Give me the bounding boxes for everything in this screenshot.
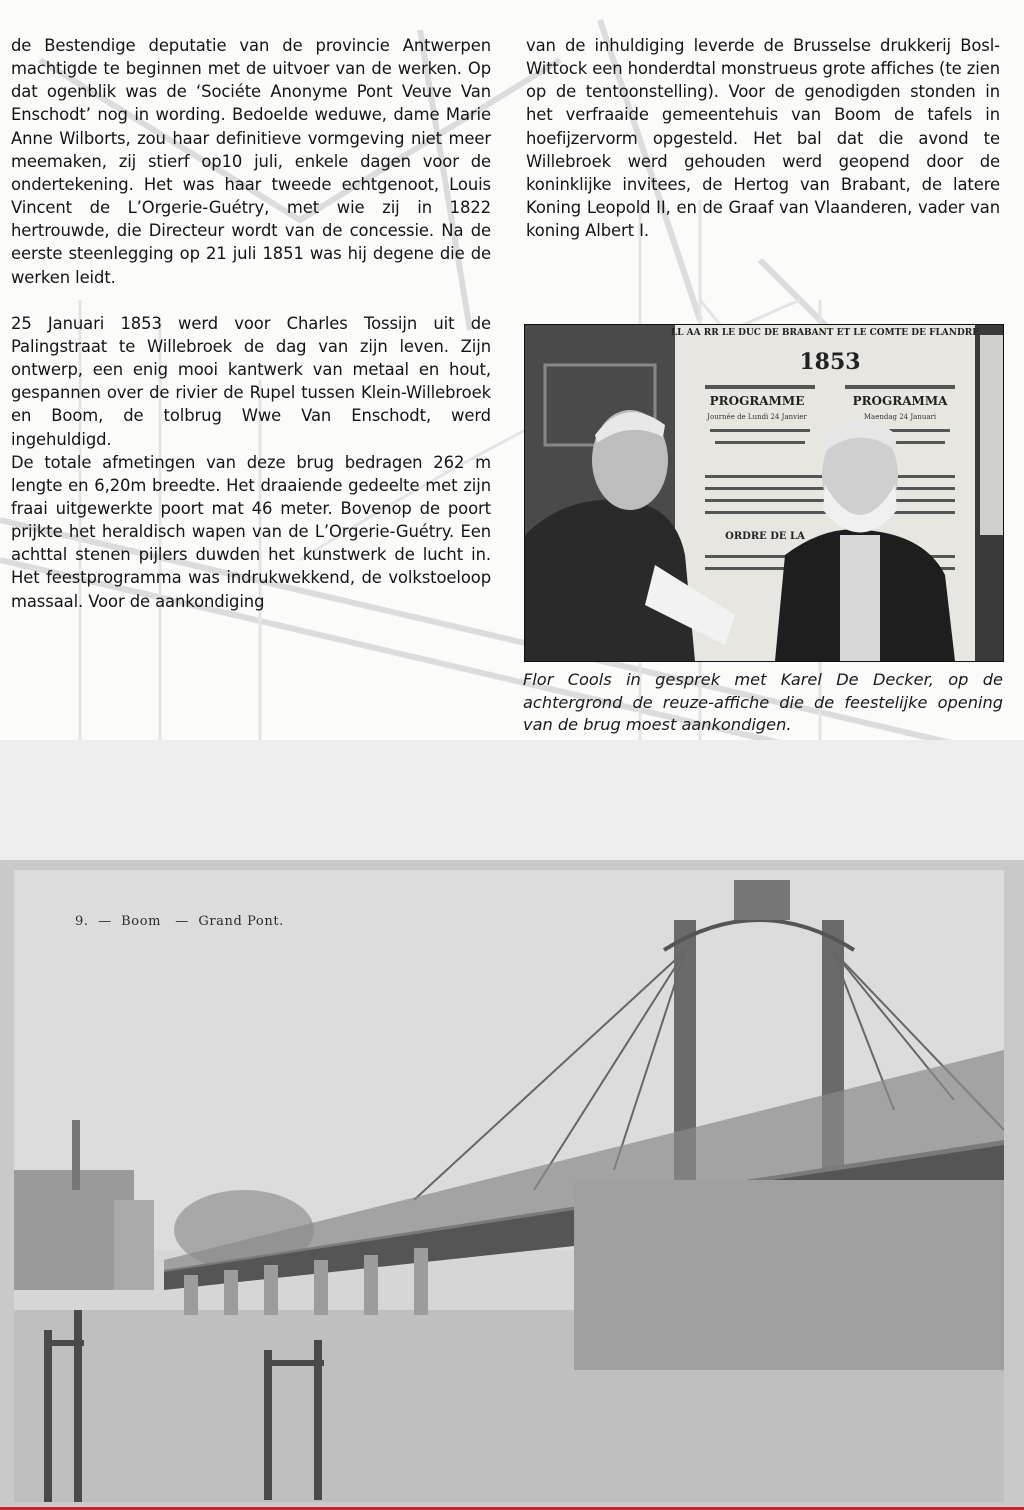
photo-caption: Flor Cools in gesprek met Karel De Decker, op de achtergrond de reuze-affiche die de feestelijke opening van de brug moest aankondigen. — [523, 670, 1003, 734]
right-paragraph-1: van de inhuldiging leverde de Brusselse drukkerij Bosl-Wittock een honderdtal monstrueus grote affiches (te zien op de tentoonstelling). Voor de genodigden stonden in het verfraaide gemeentehuis van Boom de tafels in hoefijzervorm opgesteld. Het bal dat die avond te Willebroek werd gehouden werd geopend door de koninklijke invitees, de Hertog van Brabant, de latere Koning Leopold II, en de Graaf van Vlaanderen, vader van koning Albert I. — [526, 36, 1000, 241]
poster-left-title: PROGRAMME — [709, 394, 805, 408]
right-text-column — [526, 34, 1000, 242]
left-paragraph-2: 25 Januari 1853 werd voor Charles Tossijn uit de Palingstraat te Willebroek de dag van zijn leven. Zijn ontwerp, een enig mooi kantwerk van metaal en hout, gespannen over de rivier de Rupel tussen Klein-Willebroek en Boom, de tolbrug Wwe Van Enschodt, werd ingehuldigd. — [11, 313, 491, 449]
poster-right-title: PROGRAMMA — [852, 394, 948, 408]
left-paragraph-3: De totale afmetingen van deze brug bedragen 262 m lengte en 6,20m breedte. Het draaiende gedeelte met zijn fraai uitgewerkte poort mat 46 meter. Bovenop de poort prijkte het heraldisch wapen van de L’Orgerie-Guétry. Een achttal stenen pijlers duwden het kunstwerk de lucht in. Het feestprogramma was indrukwekkend, de volkstoeloop massaal. Voor de aankondiging — [11, 452, 491, 611]
left-text-column — [11, 34, 491, 613]
exhibition-photo — [524, 324, 1004, 662]
postcard-drawing — [14, 870, 1004, 1502]
poster-order: ORDRE DE LA — [725, 531, 805, 542]
postcard-photo — [14, 870, 1004, 1502]
left-paragraph-1: de Bestendige deputatie van de provincie Antwerpen machtigde te beginnen met de uitvoer van de werken. Op dat ogenblik was de ‘Sociéte Anonyme Pont Veuve Van Enschodt’ nog in wording. Bedoelde weduwe, dame Marie Anne Wilborts, zou haar definitieve vormgeving niet meer meemaken, zij stierf op10 juli, enkele dagen voor de ondertekening. Het was haar tweede echtgenoot, Louis Vincent de L’Orgerie-Guétry, met wie zij in 1822 hertrouwde, die Directeur wordt van de concessie. Na de eerste steenlegging op 21 juli 1851 was hij degene die de werken leidt. — [11, 36, 491, 287]
postcard-frame — [0, 860, 1024, 1510]
poster-header: LL AA RR LE DUC DE BRABANT ET LE COMTE DE FLANDRE — [670, 328, 980, 338]
postcard-label: 9. — Boom — Grand Pont. — [75, 914, 284, 929]
exhibition-photo-drawing — [525, 325, 1003, 661]
poster-left-line: Journée de Lundi 24 Janvier — [707, 413, 807, 421]
poster-right-line: Maendag 24 Januari — [863, 413, 937, 421]
poster-year: 1853 — [799, 349, 861, 375]
